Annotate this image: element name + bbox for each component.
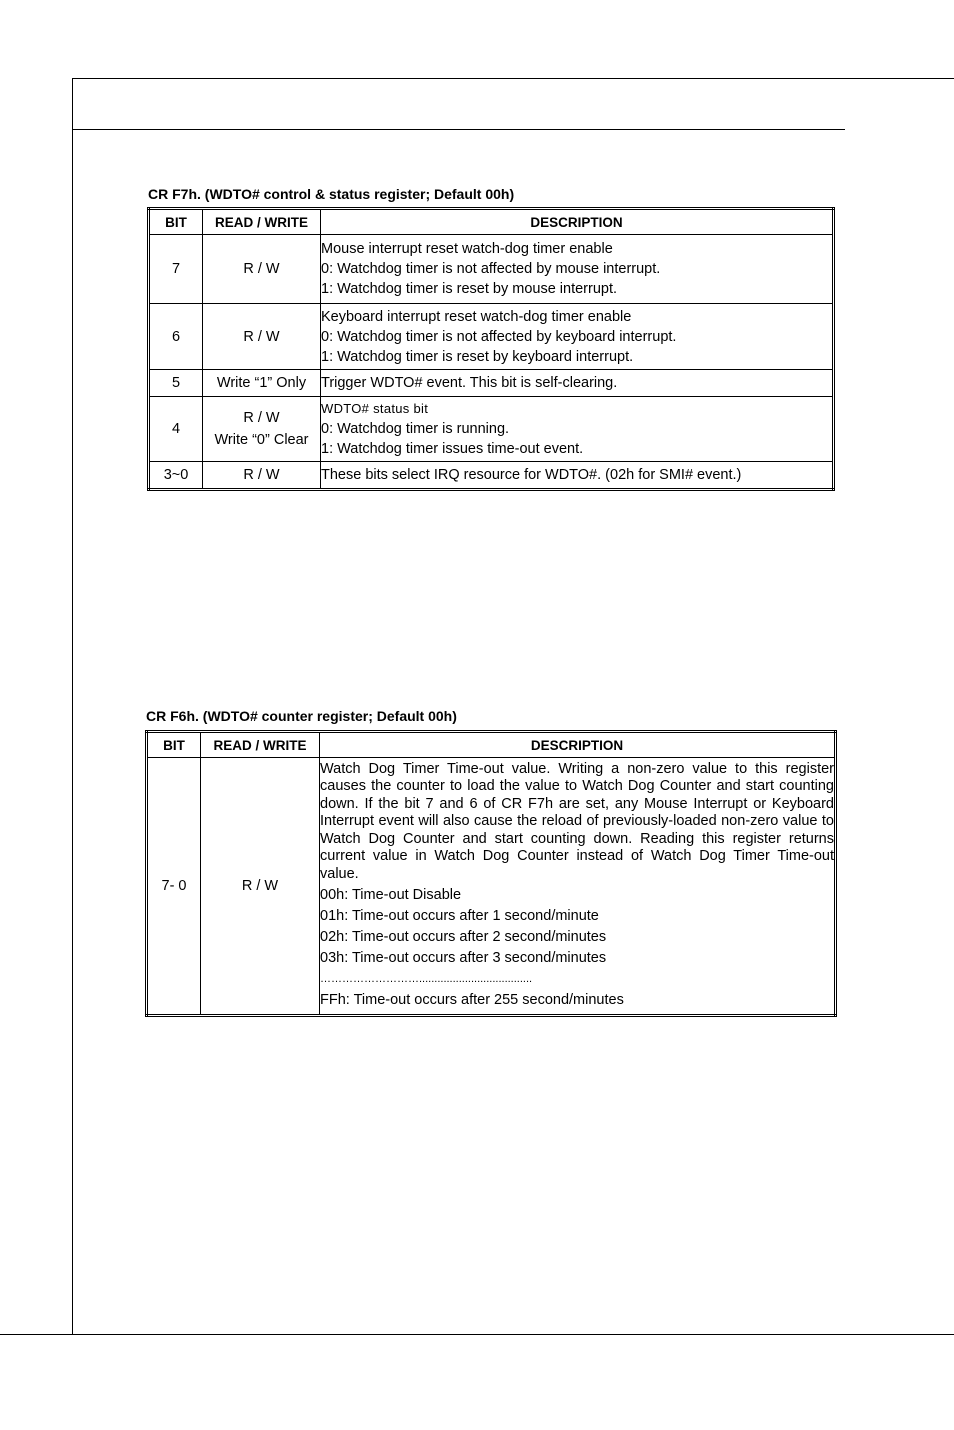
description-line: 0: Watchdog timer is not affected by mouse interrupt. xyxy=(321,261,661,277)
header-read-write: READ / WRITE xyxy=(201,732,320,758)
option-line: 02h: Time-out occurs after 2 second/minutes xyxy=(320,929,607,946)
rw-line: Write “0” Clear xyxy=(214,432,309,448)
description-line: These bits select IRQ resource for WDTO#. (02h for SMI# event.) xyxy=(321,467,742,483)
description-line: Keyboard interrupt reset watch-dog timer enable xyxy=(321,308,632,325)
option-line: 01h: Time-out occurs after 1 second/minute xyxy=(320,908,599,925)
left-margin-rule xyxy=(72,78,73,1335)
table-row xyxy=(149,235,834,304)
bit-cell: 3~0 xyxy=(149,462,203,490)
description-line: 1: Watchdog timer issues time-out event. xyxy=(321,441,584,457)
description-cell xyxy=(320,758,836,1016)
option-line: 03h: Time-out occurs after 3 second/minutes xyxy=(320,950,607,967)
header-read-write: READ / WRITE xyxy=(203,209,321,235)
description-line: 1: Watchdog timer is reset by keyboard interrupt. xyxy=(321,348,634,365)
table-f7 xyxy=(147,207,835,491)
header-bit: BIT xyxy=(147,732,201,758)
header-rule xyxy=(72,129,845,130)
option-line: FFh: Time-out occurs after 255 second/minutes xyxy=(320,992,624,1009)
description-line: 0: Watchdog timer is running. xyxy=(321,421,510,437)
description-paragraph: Watch Dog Timer Time-out value. Writing a non-zero value to this register causes the counter to load the value to Watch Dog Counter and start counting down. If the bit 7 and 6 of CR F7h are set, any Mouse Interrupt or Keyboard Interrupt event will also cause the reload of previously-loaded non-zero value to Watch Dog Counter and start counting down. Reading this register returns current value in Watch Dog Counter instead of Watch Dog Timer Time-out value. xyxy=(320,760,834,882)
table-row xyxy=(147,758,836,1016)
description-cell xyxy=(321,235,834,304)
option-line: 00h: Time-out Disable xyxy=(320,887,462,904)
description-cell xyxy=(321,304,834,370)
description-line: 0: Watchdog timer is not affected by keyboard interrupt. xyxy=(321,328,677,345)
table-f6-caption: CR F6h. (WDTO# counter register; Default 00h) xyxy=(146,708,457,724)
description-line: Mouse interrupt reset watch-dog timer enable xyxy=(321,241,613,257)
rw-cell: R / W xyxy=(203,235,321,304)
bit-cell: 7- 0 xyxy=(147,758,201,1016)
bit-cell: 5 xyxy=(149,370,203,397)
table-row xyxy=(149,304,834,370)
header-description: DESCRIPTION xyxy=(321,209,834,235)
table-header-row xyxy=(149,209,834,235)
rw-cell: R / W xyxy=(203,462,321,490)
rw-cell: Write “1” Only xyxy=(203,370,321,397)
rw-cell: R / W xyxy=(201,758,320,1016)
rw-cell xyxy=(203,397,321,462)
description-line: WDTO# status bit xyxy=(321,401,429,416)
header-description: DESCRIPTION xyxy=(320,732,836,758)
bit-cell: 7 xyxy=(149,235,203,304)
table-row xyxy=(149,370,834,397)
top-rule xyxy=(72,78,954,79)
table-f7-caption: CR F7h. (WDTO# control & status register; Default 00h) xyxy=(148,186,515,202)
option-line: ………………………..................................... xyxy=(320,973,533,986)
description-line: Trigger WDTO# event. This bit is self-clearing. xyxy=(321,375,618,391)
bit-cell: 6 xyxy=(149,304,203,370)
table-row xyxy=(149,397,834,462)
table-f6 xyxy=(145,730,837,1017)
header-bit: BIT xyxy=(149,209,203,235)
rw-line: R / W xyxy=(243,410,280,426)
description-line: 1: Watchdog timer is reset by mouse interrupt. xyxy=(321,281,618,297)
description-cell xyxy=(321,462,834,490)
table-row xyxy=(149,462,834,490)
rw-cell: R / W xyxy=(203,304,321,370)
description-cell xyxy=(321,370,834,397)
bit-cell: 4 xyxy=(149,397,203,462)
description-cell xyxy=(321,397,834,462)
bottom-rule xyxy=(0,1334,954,1335)
table-header-row xyxy=(147,732,836,758)
